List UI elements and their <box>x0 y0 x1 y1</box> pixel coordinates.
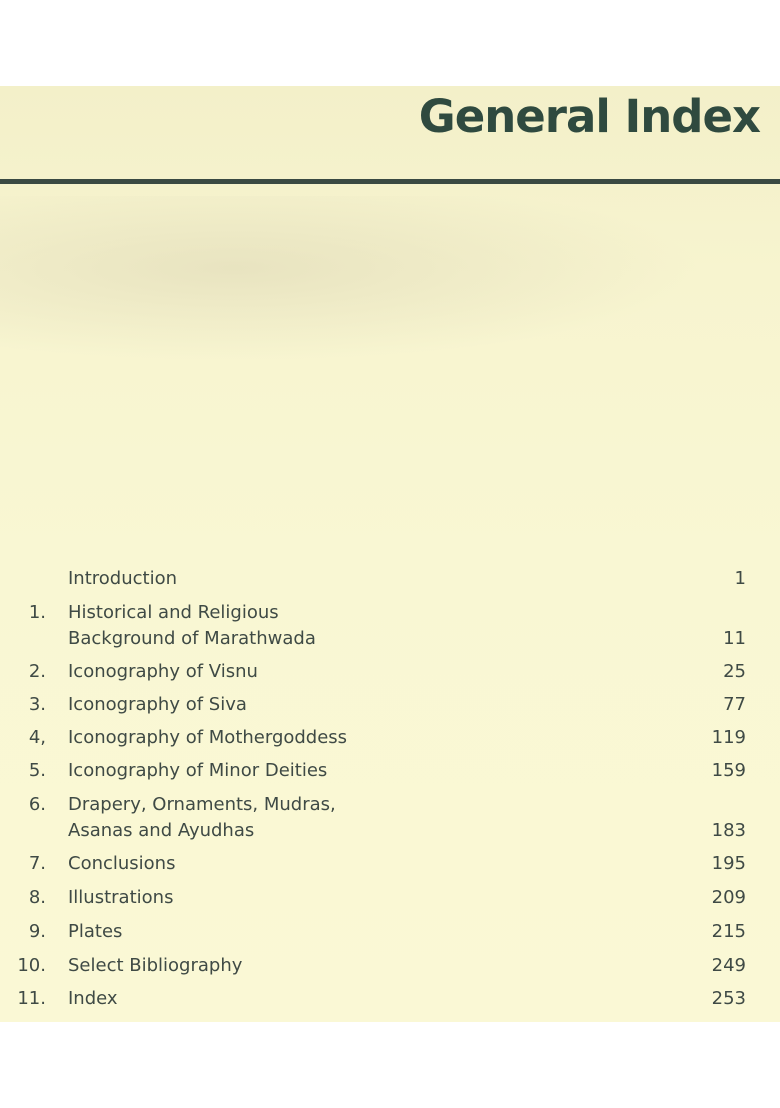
toc-entry-page: 1 <box>734 568 746 589</box>
toc-entry-title: Conclusions <box>68 853 176 874</box>
toc-entry-title: Iconography of Visnu <box>68 661 258 682</box>
toc-entry-title: Introduction <box>68 568 178 589</box>
toc-entry-siva <box>0 692 780 718</box>
toc-entry-page: 11 <box>723 628 746 649</box>
toc-entry-number: 5. <box>28 760 46 781</box>
toc-entry-number: 9. <box>28 921 46 942</box>
toc-entry-page: 253 <box>711 988 746 1009</box>
toc-entry-page: 215 <box>711 921 746 942</box>
toc-entry-page: 183 <box>711 820 746 841</box>
toc-entry-page: 77 <box>723 694 746 715</box>
toc-entry-number: 11. <box>17 988 46 1009</box>
toc-entry-conclusions <box>0 851 780 877</box>
toc-entry-bibliography <box>0 953 780 979</box>
page-title: General Index <box>418 90 760 143</box>
toc-entry-introduction <box>0 566 780 592</box>
toc-entry-minor-deities <box>0 758 780 784</box>
toc-entry-number: 2. <box>28 661 46 682</box>
toc-entry-title: Iconography of Siva <box>68 694 247 715</box>
title-rule <box>0 179 780 184</box>
toc-entry-title: Illustrations <box>68 887 174 908</box>
toc-entry-number: 8. <box>28 887 46 908</box>
toc-entry-title: Select Bibliography <box>68 955 243 976</box>
toc-entry-title: Plates <box>68 921 123 942</box>
toc-entry-drapery <box>0 792 780 844</box>
toc-entry-mothergoddess <box>0 725 780 751</box>
toc-entry-number: 7. <box>28 853 46 874</box>
toc-entry-title: Iconography of Mothergoddess <box>68 727 348 748</box>
toc-entry-page: 159 <box>711 760 746 781</box>
index-page <box>0 86 780 1022</box>
toc-entry-number: 10. <box>17 955 46 976</box>
toc-entry-title: Iconography of Minor Deities <box>68 760 328 781</box>
toc-entry-historical-background <box>0 600 780 652</box>
toc-entry-page: 209 <box>711 887 746 908</box>
toc-entry-number: 1. <box>28 602 46 623</box>
toc-entry-index <box>0 986 780 1012</box>
toc-entry-visnu <box>0 659 780 685</box>
toc-entry-number: 3. <box>28 694 46 715</box>
toc-entry-number: 6. <box>28 794 46 815</box>
toc-entry-title: Historical and Religious Background of Marathwada <box>68 602 316 649</box>
toc-entry-illustrations <box>0 885 780 911</box>
toc-entry-title: Drapery, Ornaments, Mudras, Asanas and Ayudhas <box>68 794 336 841</box>
toc-entry-page: 119 <box>711 727 746 748</box>
toc-entry-page: 249 <box>711 955 746 976</box>
toc-entry-page: 195 <box>711 853 746 874</box>
toc-entry-number: 4, <box>28 727 46 748</box>
toc-entry-plates <box>0 919 780 945</box>
toc-entry-page: 25 <box>723 661 746 682</box>
toc-entry-title: Index <box>68 988 118 1009</box>
